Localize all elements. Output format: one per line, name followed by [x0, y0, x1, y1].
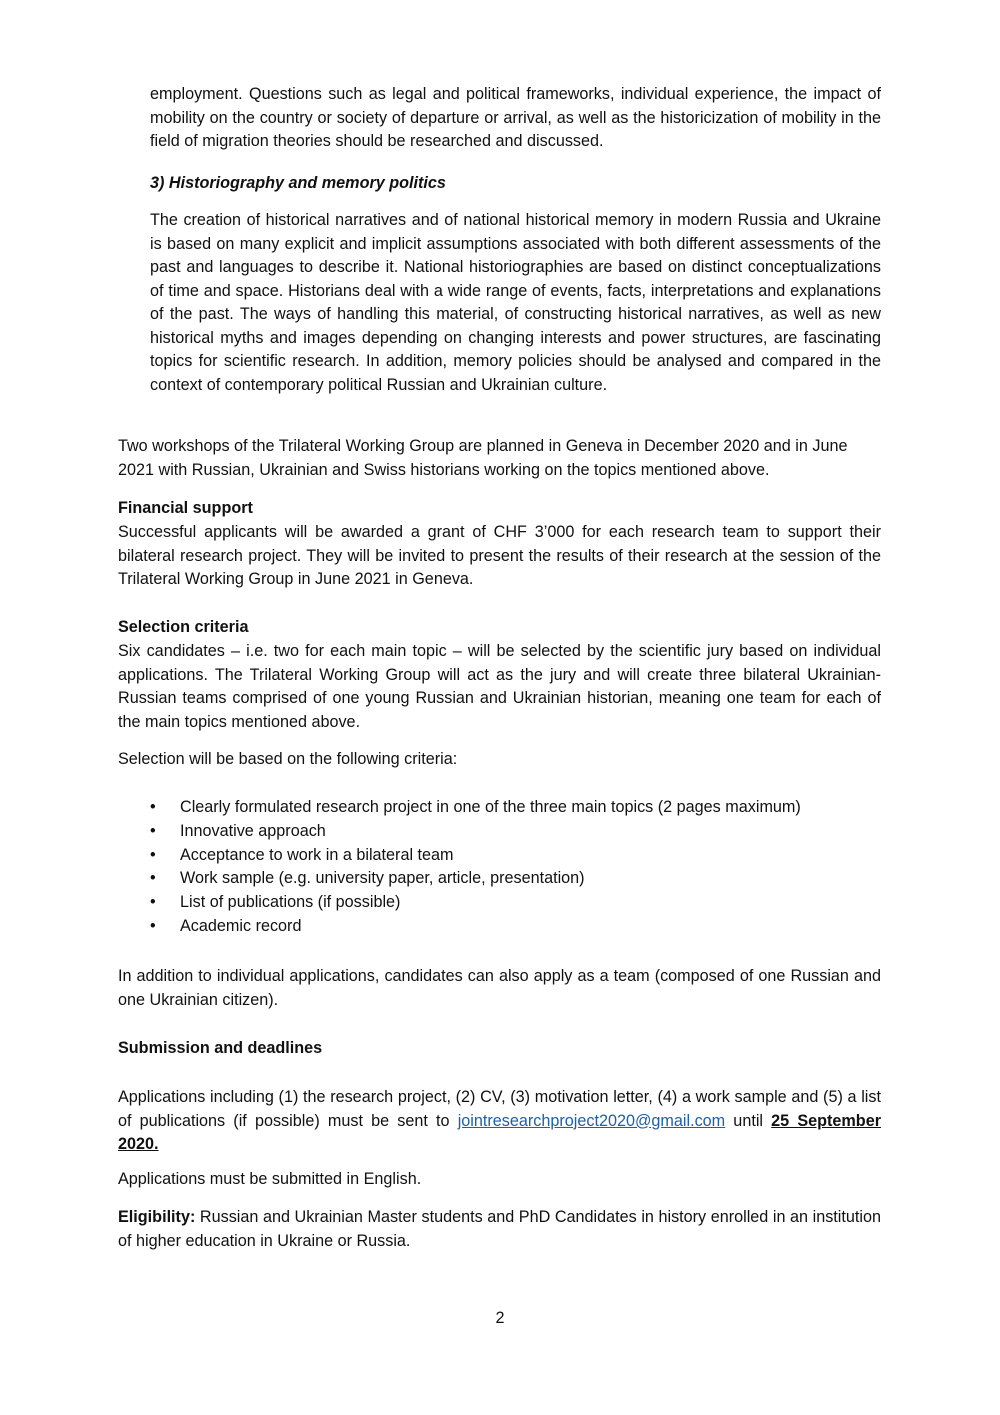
team-note-paragraph: In addition to individual applications, candidates can also apply as a team (composed of one Russian and one Ukrainian citizen). [118, 967, 881, 1009]
list-item: • Acceptance to work in a bilateral team [150, 844, 881, 868]
list-item: • Innovative approach [150, 820, 881, 844]
submission-paragraph: Applications including (1) the research project, (2) CV, (3) motivation letter, (4) a work sample and (5) a list of publications (if possible) must be sent to jointresearchproject2020@gmail.com until 25 September 2020. [118, 1088, 881, 1153]
bullet-icon: • [150, 893, 156, 912]
list-item: • Academic record [150, 915, 881, 939]
workshops-paragraph: Two workshops of the Trilateral Working Group are planned in Geneva in December 2020 and in June 2021 with Russian, Ukrainian and Swiss historians working on the topics mentioned above. [118, 437, 848, 479]
eligibility-label: Eligibility: [118, 1208, 196, 1226]
bullet-icon: • [150, 869, 156, 888]
bullet-icon: • [150, 845, 156, 864]
eligibility-paragraph: Eligibility: Russian and Ukrainian Master students and PhD Candidates in history enrolled in an institution of higher education in Ukraine or Russia. [118, 1208, 881, 1250]
bullet-icon: • [150, 916, 156, 935]
selection-criteria-heading: Selection criteria [118, 618, 249, 636]
section3-heading: 3) Historiography and memory politics [150, 174, 446, 192]
bullet-icon: • [150, 821, 156, 840]
language-note: Applications must be submitted in English. [118, 1170, 422, 1188]
submission-heading: Submission and deadlines [118, 1039, 323, 1057]
deadline-date: 25 September 2020. [118, 1111, 881, 1153]
list-item: • List of publications (if possible) [150, 891, 881, 915]
section3-body-paragraph: The creation of historical narratives and of national historical memory in modern Russia and Ukraine is based on many explicit and implicit assumptions associated with both different assessments of the past and languages to describe it. National historiographies are based on distinct conceptualizations of time and space. Historians deal with a wide range of events, facts, interpretations and explanations of the past. The ways of handling this material, of constructing historical narratives, as well as new historical myths and images depending on changing interests and power structures, are fascinating topics for scientific research. In addition, memory policies should be analysed and compared in the context of contemporary political Russian and Ukrainian culture. [150, 211, 881, 394]
criteria-list [150, 796, 881, 939]
selection-intro: Selection will be based on the following criteria: [118, 750, 458, 768]
selection-criteria-paragraph: Six candidates – i.e. two for each main topic – will be selected by the scientific jury based on individual applications. The Trilateral Working Group will act as the jury and will create three bilateral Ukrainian-Russian teams comprised of one young Russian and Ukrainian historian, meaning one team for each of the main topics mentioned above. [118, 642, 881, 731]
section3-intro-paragraph: employment. Questions such as legal and political frameworks, individual experience, the impact of mobility on the country or society of departure or arrival, as well as the historicization of mobility in the field of migration theories should be researched and discussed. [150, 85, 881, 150]
list-item: • Clearly formulated research project in one of the three main topics (2 pages maximum) [150, 796, 881, 820]
financial-support-heading: Financial support [118, 499, 253, 517]
email-link[interactable]: jointresearchproject2020@gmail.com [457, 1111, 726, 1130]
list-item: • Work sample (e.g. university paper, article, presentation) [150, 867, 881, 891]
page-number: 2 [495, 1309, 505, 1327]
financial-support-paragraph: Successful applicants will be awarded a grant of CHF 3’000 for each research team to support their bilateral research project. They will be invited to present the results of their research at the session of the Trilateral Working Group in June 2021 in Geneva. [118, 523, 881, 588]
bullet-icon: • [150, 798, 156, 816]
